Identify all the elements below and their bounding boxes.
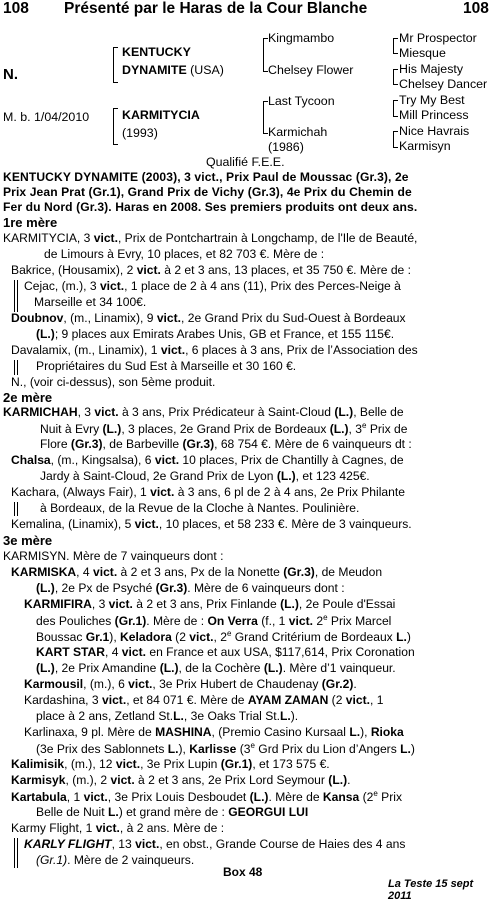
produce-line: Propriétaires du Sud Est à Marseille et 30 160 €. bbox=[36, 359, 297, 373]
lot-number-left: 108 bbox=[3, 0, 29, 17]
produce-line: Bakrice, (Housamix), 2 vict. à 2 et 3 ans, 13 places, et 35 750 €. Mère de : bbox=[11, 263, 411, 277]
section-third-dam: 3e mère bbox=[3, 533, 53, 548]
sire-name-line1: KENTUCKY bbox=[122, 45, 191, 59]
produce-line: (Gr.1). Mère de 2 vainqueurs. bbox=[36, 853, 195, 867]
dam-line: de Limours à Evry, 10 places, et 82 703 €. Mère de : bbox=[44, 247, 325, 261]
ggp-2: Miesque bbox=[399, 46, 446, 60]
section-first-dam: 1re mère bbox=[3, 215, 58, 230]
produce-line: Marseille et 34 100€. bbox=[34, 295, 147, 309]
produce-line: à Bordeaux, de la Revue de la Cloche à Nantes. Poulinière. bbox=[40, 501, 360, 515]
produce-line: KARLY FLIGHT, 13 vict., en obst., Grande Course de Haies des 4 ans bbox=[24, 837, 406, 851]
ggp-5: Try My Best bbox=[399, 93, 465, 107]
produce-line: Kartabula, 1 vict., 3e Prix Louis Desboudet (L.). Mère de Kansa (2e Prix bbox=[11, 789, 402, 805]
grandparent-4-year: (1986) bbox=[268, 140, 304, 154]
horse-name: N. bbox=[3, 66, 18, 83]
indent-bar bbox=[14, 360, 15, 375]
dam-bracket bbox=[113, 108, 118, 145]
produce-line: Cejac, (m.), 3 vict., 1 place de 2 à 4 ans (11), Prix des Perces-Neige à bbox=[24, 279, 401, 293]
ggp-bracket-2 bbox=[393, 69, 398, 85]
section-second-dam: 2e mère bbox=[3, 390, 53, 405]
ggp-1: Mr Prospector bbox=[399, 31, 477, 45]
produce-line: Karmisyk, (m.), 2 vict. à 2 et 3 ans, 2e Prix Lord Seymour (L.). bbox=[11, 773, 351, 787]
produce-line: N., (voir ci-dessus), son 5ème produit. bbox=[11, 375, 216, 389]
ggp-bracket-4 bbox=[393, 131, 398, 148]
produce-line: Karmousil, (m.), 6 vict., 3e Prix Hubert de Chaudenay (Gr.2). bbox=[24, 677, 357, 691]
page-title: Présenté par le Haras de la Cour Blanche bbox=[64, 0, 368, 17]
dam-line: Nuit à Evry (L.), 3 places, 2e Grand Prix de Bordeaux (L.), 3e Prix de bbox=[40, 421, 408, 437]
sire-bracket bbox=[113, 47, 118, 83]
indent-bar bbox=[17, 502, 18, 516]
produce-line: Karlinaxa, 9 pl. Mère de MASHINA, (Premio Casino Kursaal L.), Rioka bbox=[24, 725, 404, 739]
ggp-8: Karmisyn bbox=[399, 139, 451, 153]
sale-date: La Teste 15 sept 2011 bbox=[388, 878, 474, 902]
sire-summary-line-1: KENTUCKY DYNAMITE (2003), 3 vict., Prix Paul de Moussac (Gr.3), 2e bbox=[3, 170, 409, 184]
produce-line: KARMIFIRA, 3 vict. à 2 et 3 ans, Prix Finlande (L.), 2e Poule d'Essai bbox=[24, 597, 396, 611]
sire-name: DYNAMITE (USA) bbox=[122, 63, 224, 77]
produce-line: Kachara, (Always Fair), 1 vict. à 3 ans, 6 pl de 2 à 4 ans, 2e Prix Philante bbox=[11, 485, 405, 499]
dam-line: KARMITYCIA, 3 vict., Prix de Pontchartrain à Longchamp, de l'Ile de Beauté, bbox=[3, 231, 418, 245]
produce-line: Chalsa, (m., Kingsalsa), 6 vict. 10 places, Prix de Chantilly à Cagnes, de bbox=[11, 453, 404, 467]
grandparent-4: Karmichah bbox=[268, 125, 328, 139]
ggp-bracket-3 bbox=[393, 100, 398, 117]
produce-line: Boussac Gr.1), Keladora (2 vict., 2e Grand Critérium de Bordeaux L.) bbox=[36, 629, 411, 645]
indent-bar bbox=[14, 838, 15, 868]
produce-line: des Pouliches (Gr.1). Mère de : On Verra (f., 1 vict. 2e Prix Marcel bbox=[36, 613, 392, 629]
lot-number-right: 108 bbox=[463, 0, 489, 17]
produce-line: Belle de Nuit L.) et grand mère de : GEORGUI LUI bbox=[36, 805, 309, 819]
indent-bar bbox=[14, 280, 15, 312]
grandparent-1: Kingmambo bbox=[268, 31, 335, 45]
ggp-7: Nice Havrais bbox=[399, 124, 470, 138]
horse-description: M. b. 1/04/2010 bbox=[3, 110, 90, 124]
indent-bar bbox=[17, 838, 18, 868]
produce-line: KART STAR, 4 vict. en France et aux USA, $117,614, Prix Coronation bbox=[36, 645, 415, 659]
produce-line: Kemalina, (Linamix), 5 vict., 10 places, et 58 233 €. Mère de 3 vainqueurs. bbox=[11, 517, 412, 531]
ggp-4: Chelsey Dancer bbox=[399, 77, 488, 91]
indent-bar bbox=[14, 502, 15, 516]
produce-line: place à 2 ans, Zetland St.L., 3e Oaks Trial St.L.). bbox=[36, 709, 299, 723]
indent-bar bbox=[17, 280, 18, 312]
grandparent-3: Last Tycoon bbox=[268, 94, 335, 108]
produce-line: (L.); 9 places aux Emirats Arabes Unis, GB et France, et 155 115€. bbox=[36, 327, 395, 341]
qualification: Qualifié F.E.E. bbox=[206, 155, 285, 169]
dam-line: KARMICHAH, 3 vict. à 3 ans, Prix Prédicateur à Saint-Cloud (L.), Belle de bbox=[3, 405, 404, 419]
produce-line: Jardy à Saint-Cloud, 2e Grand Prix de Lyon (L.), et 123 425€. bbox=[40, 469, 370, 483]
dam-year: (1993) bbox=[122, 126, 158, 140]
produce-line: KARMISKA, 4 vict. à 2 et 3 ans, Px de la Nonette (Gr.3), de Meudon bbox=[11, 565, 383, 579]
sire-summary-line-2: Prix Jean Prat (Gr.1), Grand Prix de Vichy (Gr.3), 4e Prix du Chemin de bbox=[3, 185, 412, 199]
dam-line: KARMISYN. Mère de 7 vainqueurs dont : bbox=[3, 549, 224, 563]
produce-line: Karmy Flight, 1 vict., à 2 ans. Mère de : bbox=[11, 821, 225, 835]
sire-summary-line-3: Fer du Nord (Gr.3). Haras en 2008. Ses premiers produits ont deux ans. bbox=[3, 200, 418, 214]
ggp-3: His Majesty bbox=[399, 62, 464, 76]
ggp-6: Mill Princess bbox=[399, 108, 469, 122]
produce-line: (L.), 2e Px de Psyché (Gr.3). Mère de 6 vainqueurs dont : bbox=[36, 581, 345, 595]
indent-bar bbox=[17, 360, 18, 375]
produce-line: (L.), 2e Prix Amandine (L.), de la Cochère (L.). Mère d’1 vainqueur. bbox=[36, 661, 396, 675]
produce-line: Doubnov, (m., Linamix), 9 vict., 2e Grand Prix du Sud-Ouest à Bordeaux bbox=[11, 311, 406, 325]
produce-line: Davalamix, (m., Linamix), 1 vict., 6 places à 3 ans, Prix de l’Association des bbox=[11, 343, 418, 357]
ggp-bracket-1 bbox=[393, 38, 398, 54]
produce-line: Kardashina, 3 vict., et 84 071 €. Mère de AYAM ZAMAN (2 vict., 1 bbox=[24, 693, 384, 707]
box-number: Box 48 bbox=[223, 865, 263, 879]
grandparent-2: Chelsey Flower bbox=[268, 63, 354, 77]
produce-line: Kalimisik, (m.), 12 vict., 3e Prix Lupin (Gr.1), et 173 575 €. bbox=[11, 757, 330, 771]
produce-line: (3e Prix des Sablonnets L.), Karlisse (3e Grd Prix du Lion d’Angers L.) bbox=[36, 741, 415, 757]
dam-line: Flore (Gr.3), de Barbeville (Gr.3), 68 754 €. Mère de 6 vainqueurs dt : bbox=[40, 437, 412, 451]
dam-name: KARMITYCIA bbox=[122, 108, 200, 122]
